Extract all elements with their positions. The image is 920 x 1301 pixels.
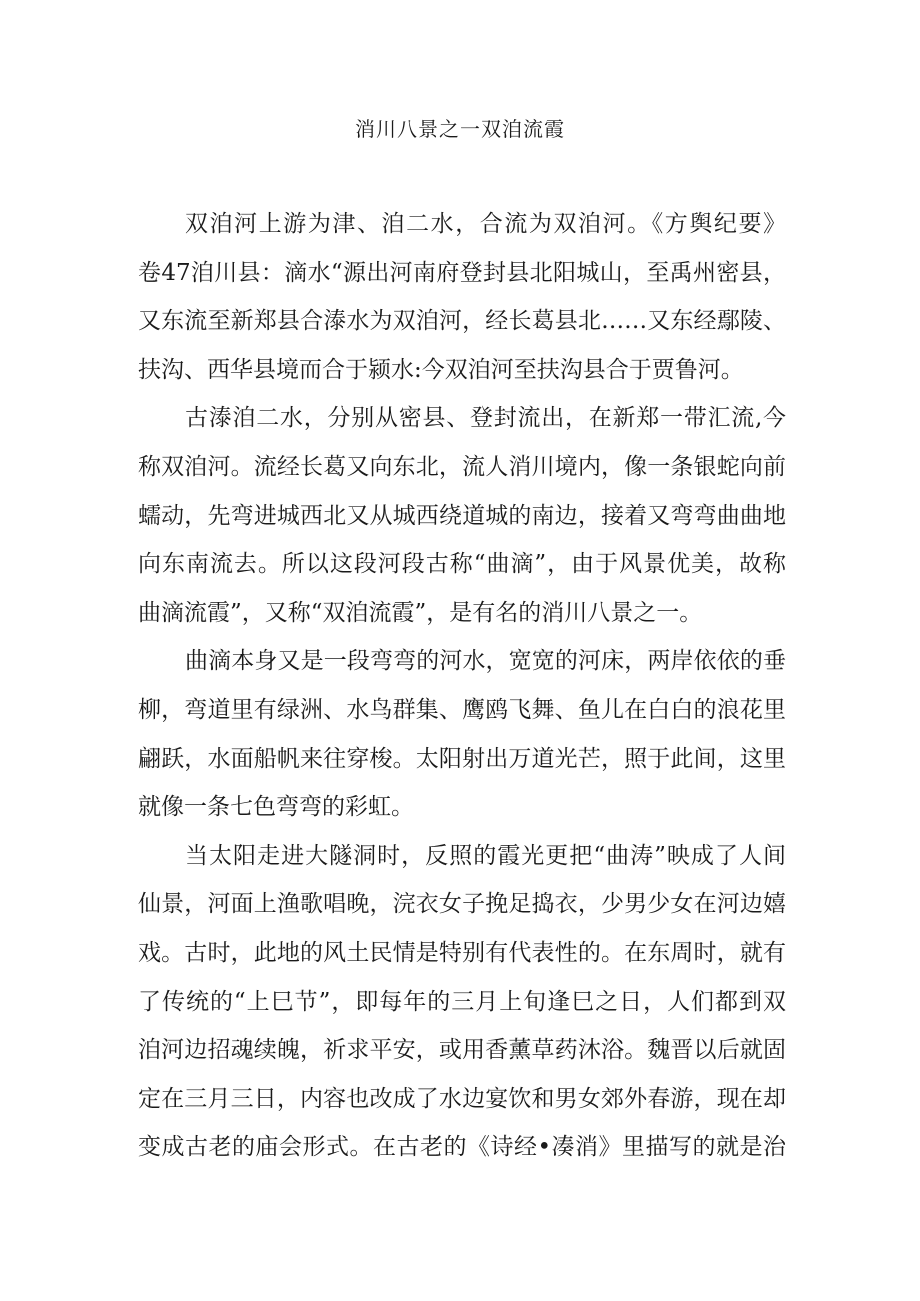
text-line: 柳，弯道里有绿洲、水鸟群集、鹰鸥飞舞、鱼儿在白白的浪花里 <box>138 696 786 723</box>
document-body <box>138 200 786 1172</box>
text-line: 翩跃，水面船帆来往穿梭。太阳射出万道光芒，照于此间，这里 <box>138 745 786 772</box>
text-line: 就像一条七色弯弯的彩虹。 <box>138 794 414 821</box>
page-title: 消川八景之一双洎流霞 <box>355 117 565 141</box>
text-line: 又东流至新郑县合溙水为双洎河，经长葛县北……又东经鄢陵、 <box>138 308 786 335</box>
text-line: 古溙洎二水，分别从密县、登封流出，在新郑一带汇流,今 <box>185 405 786 432</box>
text-line: 蠕动，先弯进城西北又从城西绕道城的南边，接着又弯弯曲曲地 <box>138 502 786 529</box>
text-line: 扶沟、西华县境而合于颍水:今双洎河至扶沟县合于贾鲁河。 <box>138 356 744 383</box>
text-line: 曲滴本身又是一段弯弯的河水，宽宽的河床，两岸依依的垂 <box>185 648 786 675</box>
text-line: 戏。古时，此地的风土民情是特别有代表性的。在东周时，就有 <box>138 939 786 966</box>
text-line: 变成古老的庙会形式。在古老的《诗经•凑消》里描写的就是治 <box>138 1134 786 1161</box>
text-line: 曲滴流霞”，又称“双洎流霞”，是有名的消川八景之一。 <box>138 599 703 626</box>
text-line: 了传统的“上巳节”，即每年的三月上旬逢巳之日，人们都到双 <box>138 988 786 1015</box>
text-line: 称双洎河。流经长葛又向东北，流人消川境内，像一条银蛇向前 <box>138 453 786 480</box>
text-line: 双洎河上游为津、洎二水，合流为双洎河。《方舆纪要》 <box>185 211 786 237</box>
text-line: 定在三月三日，内容也改成了水边宴饮和男女郊外春游，现在却 <box>138 1085 786 1112</box>
text-line: 向东南流去。所以这段河段古称“曲滴”，由于风景优美，故称 <box>138 551 786 578</box>
text-line: 洎河边招魂续魄，祈求平安，或用香薰草药沐浴。魏晋以后就固 <box>138 1037 786 1064</box>
text-line: 仙景，河面上渔歌唱晚，浣衣女子挽足捣衣，少男少女在河边嬉 <box>138 891 786 918</box>
text-line: 卷47洎川县：滴水“源出河南府登封县北阳城山，至禹州密县， <box>138 259 786 286</box>
text-line: 当太阳走进大隧洞时，反照的霞光更把“曲涛”映成了人间 <box>185 842 786 869</box>
